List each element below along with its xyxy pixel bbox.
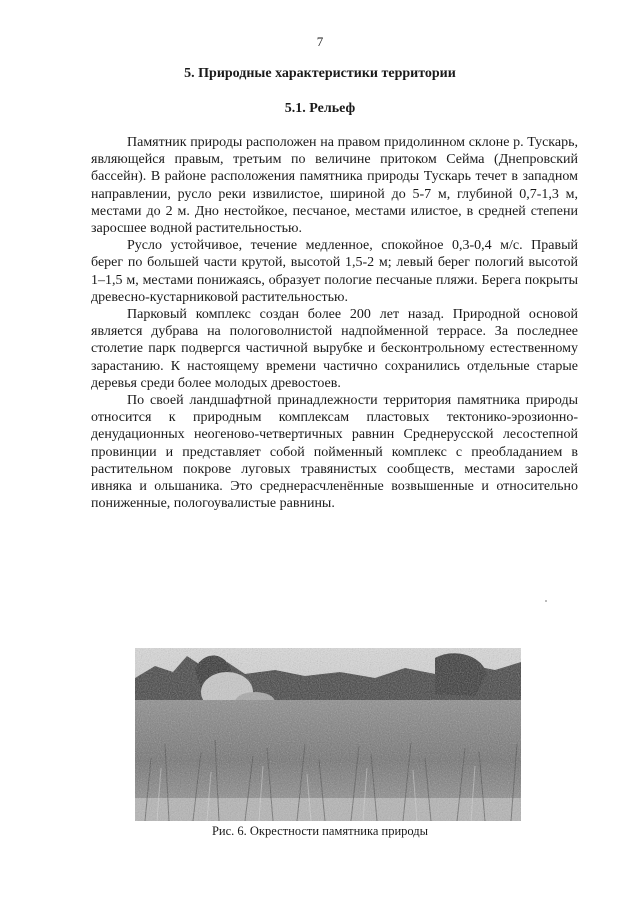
section-title: 5. Природные характеристики территории [184, 66, 456, 81]
subsection-title: 5.1. Рельеф [284, 101, 356, 116]
paragraph-river-location: Памятник природы расположен на правом придолинном склоне р. Тускарь, являющейся правым, третьим по величине притоком Сейма (Днепровский бассейн). В районе расположения памятника природы Тускарь течет в западном направлении, русло реки извилистое, шириной до 5-7 м, глубиной 0,7-1,3 м, местами до 2 м. Дно нестойкое, песчаное, местами илистое, в средней степени заросшее водной растительностью. [91, 135, 578, 237]
body-text [91, 134, 578, 512]
meadow-photo [135, 648, 521, 821]
scan-speck [545, 600, 547, 602]
figure-photo [135, 648, 521, 821]
paragraph-riverbed: Русло устойчивое, течение медленное, спокойное 0,3-0,4 м/с. Правый берег по большей части крутой, высотой 1,5-2 м; левый берег пологий высотой 1–1,5 м, местами понижаясь, образует пологие песчаные пляжи. Берега покрыты древесно-кустарниковой растительностью. [91, 238, 578, 305]
figure-caption: Рис. 6. Окрестности памятника природы [211, 824, 429, 838]
paragraph-park-complex: Парковый комплекс создан более 200 лет назад. Природной основой является дубрава на пологоволнистой надпойменной террасе. За последнее столетие парк подвергся частичной вырубке и бесконтрольному естественному зарастанию. К настоящему времени частично сохранились отдельные старые деревья среди более молодых древостоев. [91, 307, 578, 391]
paragraph-landscape: По своей ландшафтной принадлежности территория памятника природы относится к природным комплексам пластовых тектонико-эрозионно-денудационных неогеново-четвертичных равнин Среднерусской лесостепной провинции и представляет собой пойменный комплекс с преобладанием в растительном покрове луговых травянистых сообществ, местами зарослей ивняка и ольшаника. Это среднерасчленённые возвышенные и относительно пониженные, пологоувалистые равнины. [91, 393, 578, 512]
page-number: 7 [316, 34, 324, 49]
